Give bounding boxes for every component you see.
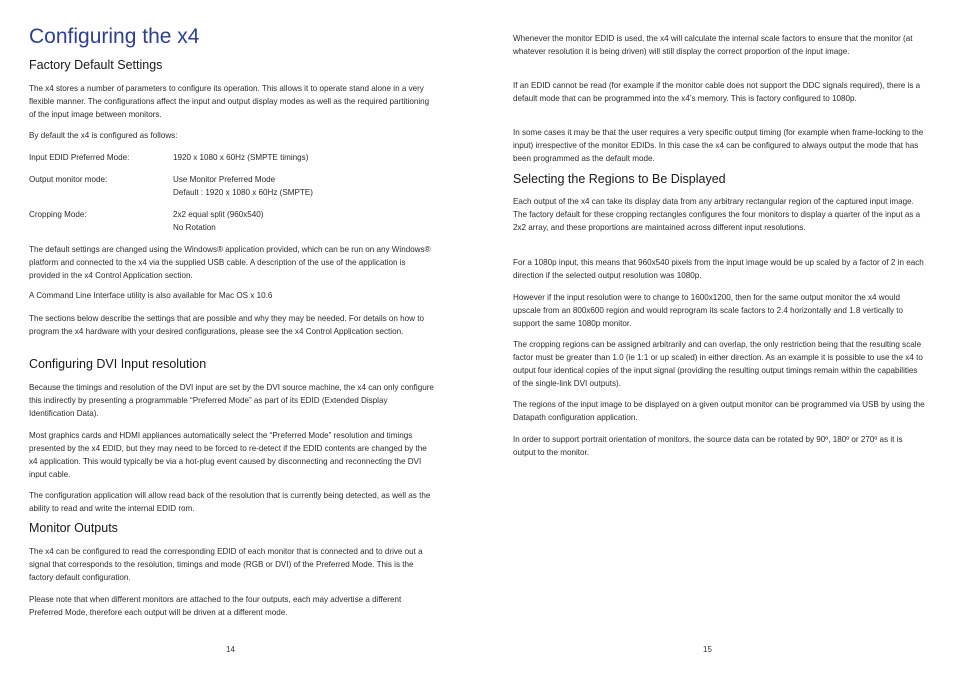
page-number: 14 xyxy=(226,645,235,654)
setting-value: 2x2 equal split (960x540) xyxy=(173,210,264,219)
regions-paragraph-1: Each output of the x4 can take its display data from any arbitrary rectangular region of the captured input image. The factory default for these cropping rectangles configures the four monitors to display a quarter of the input as a 2x2 array, and these proportions are maintained across different input resolutions. xyxy=(513,197,921,232)
page-title: Configuring the x4 xyxy=(29,25,200,48)
monitor-outputs-heading: Monitor Outputs xyxy=(29,521,118,535)
edid-paragraph-3: In some cases it may be that the user requires a very specific output timing (for example when frame-locking to the input) irrespective of the monitor EDIDs. In this case the x4 can be configured to always output the mode that has been programmed as the default mode. xyxy=(513,128,924,163)
regions-paragraph-2: For a 1080p input, this means that 960x540 pixels from the input image would be up scaled by a factor of 2 in each direction if the selected output resolution was 1080p. xyxy=(513,258,924,280)
factory-paragraph-2: By default the x4 is configured as follows: xyxy=(29,131,178,140)
regions-paragraph-6: In order to support portrait orientation of monitors, the source data can be rotated by 90º, 180º or 270º as it is output to the monitor. xyxy=(513,435,903,457)
monitor-paragraph-1: The x4 can be configured to read the corresponding EDID of each monitor that is connected and to drive out a signal that corresponds to the resolution, timings and mode (RGB or DVI) of the Preferred Mode. This is the factory default configuration. xyxy=(29,547,423,582)
factory-paragraph-1: The x4 stores a number of parameters to configure its operation. This allows it to operate stand alone in a very flexible manner. The configurations affect the input and output display modes as well as the required partitioning of the input image between monitors. xyxy=(29,84,430,119)
factory-paragraph-4: A Command Line Interface utility is also available for Mac OS x 10.6 xyxy=(29,291,273,300)
right-page xyxy=(477,0,954,675)
regions-paragraph-5: The regions of the input image to be displayed on a given output monitor can be programmed via USB by using the Datapath configuration application. xyxy=(513,400,925,422)
page-number: 15 xyxy=(703,645,712,654)
dvi-paragraph-3: The configuration application will allow read back of the resolution that is currently being detected, as well as the ability to read and write the internal EDID rom. xyxy=(29,491,431,513)
setting-value: Default : 1920 x 1080 x 60Hz (SMPTE) xyxy=(173,188,313,197)
factory-paragraph-3: The default settings are changed using the Windows® application provided, which can be run on any Windows® platform and connected to the x4 via the supplied USB cable. A description of the use of the application is provided in the x4 Control Application section. xyxy=(29,245,431,280)
dvi-paragraph-1: Because the timings and resolution of the DVI input are set by the DVI source machine, the x4 can only configure this indirectly by presenting a programmable “Preferred Mode” as part of its EDID (Extended Display Identification Data). xyxy=(29,383,434,418)
dvi-input-heading: Configuring DVI Input resolution xyxy=(29,357,207,371)
setting-value: 1920 x 1080 x 60Hz (SMPTE timings) xyxy=(173,153,309,162)
regions-heading: Selecting the Regions to Be Displayed xyxy=(513,172,726,186)
monitor-paragraph-2: Please note that when different monitors are attached to the four outputs, each may advertise a different Preferred Mode, therefore each output will be driven at a different mode. xyxy=(29,595,402,617)
factory-paragraph-5: The sections below describe the settings that are possible and why they may be needed. For details on how to program the x4 hardware with your desired configurations, please see the x4 Control Application section. xyxy=(29,314,425,336)
edid-paragraph-1: Whenever the monitor EDID is used, the x4 will calculate the internal scale factors to ensure that the monitor (at whatever resolution it is being driven) will still display the correct proportion of the input image. xyxy=(513,34,913,56)
setting-label: Cropping Mode: xyxy=(29,210,87,219)
dvi-paragraph-2: Most graphics cards and HDMI appliances automatically select the “Preferred Mode” resolution and timings presented by the x4 EDID, but they may need to be forced to re-detect if the EDID contents are changed by the x4 application. This would typically be via a hot-plug event caused by disconnecting and reconnecting the DVI input cable. xyxy=(29,431,427,479)
setting-label: Output monitor mode: xyxy=(29,175,108,184)
setting-label: Input EDID Preferred Mode: xyxy=(29,153,130,162)
setting-value: No Rotation xyxy=(173,223,216,232)
regions-paragraph-3: However if the input resolution were to change to 1600x1200, then for the same output monitor the x4 would upscale from an 800x600 region and would reprogram its scale factors to 2.4 horizontally and 1.8 vertically to support the same 1080p monitor. xyxy=(513,293,904,328)
regions-paragraph-4: The cropping regions can be assigned arbitrarily and can overlap, the only restriction being that the resulting scale factor must be greater than 1.0 (ie 1:1 or up scaled) in either direction. As an example it is possible to use the x4 to output four identical copies of the input signal (providing the resulting output timings remain within the capabilities of the single-link DVI outputs). xyxy=(513,340,923,388)
factory-default-heading: Factory Default Settings xyxy=(29,58,163,72)
edid-paragraph-2: If an EDID cannot be read (for example if the monitor cable does not support the DDC signals required), there is a default mode that can be programmed into the x4’s memory. This is factory configured to 1080p. xyxy=(513,81,921,103)
setting-value: Use Monitor Preferred Mode xyxy=(173,175,276,184)
